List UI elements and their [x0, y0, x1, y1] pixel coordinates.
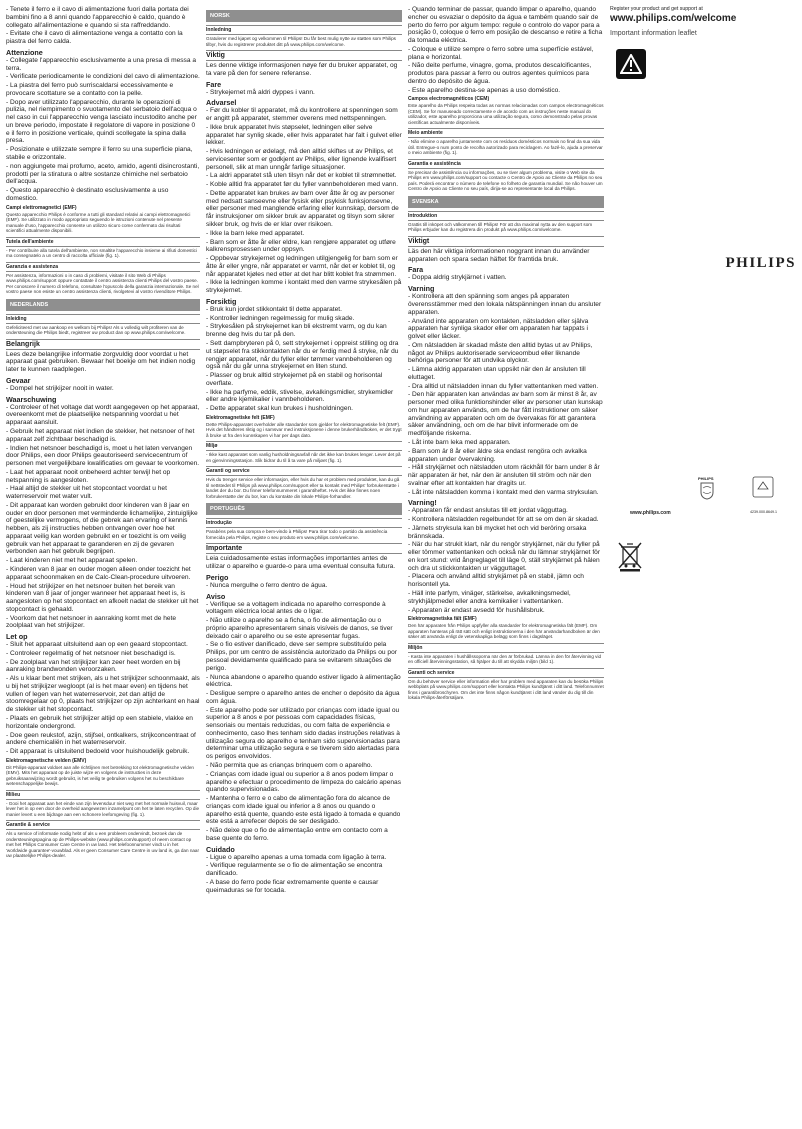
paragraph: - Strykesålen på strykejernet kan bli ekstremt varm, og du kan brenne deg hvis du tar på den. — [206, 323, 387, 339]
section-title: Garantie & service — [6, 820, 200, 830]
column-italiano-nederlands — [6, 6, 200, 1122]
small-paragraph: - Per contribuire alla tutela dell'ambiente, non smaltite l'apparecchio insieme ai rifiuti domestici ma consegnatelo a un centro di raccolta ufficiale (fig. 1). — [6, 247, 197, 259]
paragraph: - Dopo aver utilizzato l'apparecchio, durante le operazioni di pulizia, nel riempimento o svuotamento del serbatoio dell'acqua o nel caso in cui l'apparecchio venga lasciato incustodito anche per un breve periodo, impostate il regolatore di vapore in posizione 0 e il ferro in posizione verticale, quindi scollegate la spina dalla presa. — [6, 98, 197, 145]
paragraph: - Sluit het apparaat uitsluitend aan op een geaard stopcontact. — [6, 641, 188, 649]
paragraph: - Desligue sempre o aparelho antes de encher o depósito da água com água. — [206, 690, 400, 705]
paragraph: - Ikke bruk apparatet hvis støpselet, ledningen eller selve apparatet har synlig skade, eller hvis apparatet har falt i gulvet eller lekker. — [206, 123, 402, 147]
paragraph: - Før du kobler til apparatet, må du kontrollere at spenningen som er angitt på apparatet, stemmer overens med nettspenningen. — [206, 107, 398, 123]
section-heading: Aviso — [206, 591, 226, 601]
paragraph: - Laat het apparaat nooit onbeheerd achter terwijl het op netspanning is aangesloten. — [6, 468, 171, 484]
paragraph: - Plasser og bruk alltid strykejernet på en stabil og horisontal overflate. — [206, 372, 383, 387]
paragraph: - Låt inte barn leka med apparaten. — [408, 439, 511, 446]
section-title: Viktigt — [408, 236, 604, 247]
paragraph: - Se o fio estiver danificado, deve ser sempre substituído pela Philips, por um centro de assistência autorizado da Philips ou por pessoal devidamente qualificado para se evitarem situações de perigo. — [206, 641, 397, 672]
paragraph: - Collegate l'apparecchio esclusivamente a una presa di messa a terra. — [6, 56, 197, 72]
paragraph: - Ikke ha parfyme, eddik, stivelse, avkalkingsmidler, strykemidler eller andre kjemikalier i vannbeholderen. — [206, 388, 394, 404]
small-paragraph: Grattis till inköpet och välkommen till Philips! För att dra maximal nytta av den support som Philips erbjuder kan du registrera din produkt på www.philips.com/welcome. — [408, 221, 593, 233]
paragraph: - Strykejernet må aldri dyppes i vann. — [206, 88, 315, 96]
section-heading: Varning — [408, 284, 435, 294]
paragraph: - A base do ferro pode ficar extremamente quente e causar queimaduras se for tocada. — [206, 878, 379, 894]
paragraph: - Barn som er åtte år eller eldre, kan rengjøre apparatet og utføre kalkrensprosessen under oppsyn. — [206, 238, 396, 254]
section-heading: Let op — [6, 632, 28, 642]
section-title: Miljø — [206, 441, 402, 451]
register-text: Register your product and get support at — [610, 6, 703, 12]
paragraph: - Verificate periodicamente le condizioni del cavo di alimentazione. — [6, 73, 200, 81]
paragraph: Leia cuidadosamente estas informações importantes antes de utilizar o aparelho e guarde-o para uma eventual consulta futura. — [206, 555, 396, 571]
paragraph: - Oppbevar strykejernet og ledningen utilgjengelig for barn som er åtte år eller yngre, når apparatet er varmt, når det er koblet til, og når apparatet kjøles ned etter at det har blitt koblet fra strømmen. — [206, 255, 398, 278]
paragraph: - Den här apparaten kan användas av barn som är minst 8 år, av personer med olika funktionshinder eller av personer utan kunskap om hur apparaten används, om de har fått instruktioner om säker användning av apparaten och om de övervakas för att garantera säker användning, och om de har blivit informerade om de medföljande riskerna. — [408, 391, 603, 438]
paragraph: - Nunca abandone o aparelho quando estiver ligado à alimentação eléctrica. — [206, 673, 401, 689]
section-title: Importante — [206, 543, 402, 554]
paragraph: - Crianças com idade igual ou superior a 8 anos podem limpar o aparelho e efectuar o procedimento de limpeza do calcário apenas quando supervisionadas. — [206, 770, 402, 794]
paragraph: - Dit apparaat kan worden gebruikt door kinderen van 8 jaar en ouder en door personen met verminderde lichamelijke, zintuiglijke of geestelijke vermogens, of die gebrek aan ervaring of kennis hebben, als zij instructies hebben ontvangen over hoe het apparaat veilig kan worden gebruikt en er toezicht is om veilig gebruik van het apparaat te garanderen en zij de gevaren verbonden aan het gebruik begrijpen. — [6, 501, 198, 556]
paragraph: - Nunca mergulhe o ferro dentro de água. — [206, 581, 328, 589]
section-title: Introduktion — [408, 211, 604, 221]
paragraph: - Não deixe que o fio de alimentação entre em contacto com a base quente do ferro. — [206, 827, 388, 842]
paragraph: - Gebruik het apparaat niet indien de stekker, het netsnoer of het apparaat zelf zichtbaar beschadigd is. — [6, 427, 195, 443]
paragraph: - De zoolplaat van het strijkijzer kan zeer heet worden en bij aanraking brandwonden veroorzaken. — [6, 658, 181, 674]
section-heading: Waarschuwing — [6, 394, 57, 404]
philips-shield-icon — [700, 482, 714, 500]
subheading: Campi elettromagnetici (EMF) — [6, 204, 77, 211]
subheading: Elektromagnetiske felt (EMF) — [206, 414, 275, 421]
paragraph: - Quando terminar de passar, quando limpar o aparelho, quando encher ou esvaziar o depósito da água e também quando sair de perto do ferro por algum tempo: regule o controlo do vapor para a posição 0, coloque o ferro em posição de descanso e retire a ficha da tomada eléctrica. — [408, 6, 603, 45]
language-bar: PORTUGUÊS — [206, 503, 402, 515]
paragraph: - Dette apparatet skal kun brukes i husholdningen. — [206, 405, 353, 413]
small-philips-logo: PHILIPS — [698, 476, 714, 481]
paragraph: - Ligue o aparelho apenas a uma tomada com ligação à terra. — [206, 853, 387, 861]
paragraph: Läs den här viktiga informationen noggrant innan du använder apparaten och spara sedan häftet för framtida bruk. — [408, 247, 590, 263]
section-title: Garanti och service — [408, 668, 604, 678]
small-paragraph: - Gooi het apparaat aan het einde van zijn levensduur niet weg met het normale huisvuil, maar lever het in op een door de overheid aangewezen inzamelpunt om het te laten recyclen. Op die manier levert u een bijdrage aan een schonere leefomgeving (fig. 1). — [6, 800, 200, 817]
paragraph: - Este aparelho destina-se apenas a uso doméstico. — [408, 86, 561, 94]
paragraph: - Haal altijd de stekker uit het stopcontact voordat u het waterreservoir met water vult. — [6, 485, 167, 501]
paragraph: - La aldri apparatet stå uten tilsyn når det er koblet til strømnettet. — [206, 172, 397, 180]
paragraph: - Não permita que as crianças brinquem com o aparelho. — [206, 761, 373, 769]
section-title: Inleiding — [6, 314, 200, 324]
small-paragraph: Gefeliciteerd met uw aankoop en welkom bij Philips! Als u volledig wilt profiteren van de ondersteuning die Philips biedt, registreer uw product dan op www.philips.com/welcome. — [6, 324, 186, 336]
leaflet-title: Important information leaflet — [610, 30, 697, 37]
section-heading: Fara — [408, 265, 424, 275]
paragraph: - Koble alltid fra apparatet før du fyller vannbeholderen med vann. — [206, 181, 399, 189]
section-heading: Perigo — [206, 572, 229, 582]
footer — [610, 476, 796, 526]
language-bar: NORSK — [206, 10, 402, 22]
section-heading: Varning! — [408, 498, 437, 508]
paragraph: - Kinderen van 8 jaar en ouder mogen alleen onder toezicht het apparaat schoonmaken en de Calc-Clean-procedure uitvoeren. — [6, 565, 191, 581]
small-paragraph: Questo apparecchio Philips è conforme a tutti gli standard relativi ai campi elettromagnetici (EMF). Se utilizzato in modo appropriato seguendo le istruzioni contenute nel presente manuale d'uso, l'apparecchio consente un utilizzo sicuro come confermato dai risultati scientifici attualmente disponibili. — [6, 211, 191, 234]
subheading: Campos electromagnéticos (CEM) — [408, 96, 490, 103]
paragraph: - Tenete il ferro e il cavo di alimentazione fuori dalla portata dei bambini fino a 8 anni quando l'apparecchio è caldo, quando è collegato all'alimentazione e quando si sta raffreddando. — [6, 6, 189, 29]
paragraph: - Mantenha o ferro e o cabo de alimentação fora do alcance de crianças com idade igual ou inferior a 8 anos ou quando o aparelho está quente, quando este está ligado à tomada e quando este está a arrefecer depois de ser desligado. — [206, 795, 401, 826]
paragraph: - Kontrollera att den spänning som anges på apparaten överensstämmer med den lokala nätspänningen innan du ansluter apparaten. — [408, 293, 602, 316]
paragraph: - Verifique regularmente se o fio de alimentação se encontra danificado. — [206, 862, 383, 878]
paragraph: - Posizionate e utilizzate sempre il ferro su una superficie piana, stabile e orizzontale. — [6, 146, 193, 162]
small-paragraph: Den här apparaten från Philips uppfyller alla standarder för elektromagnetiska fält (EMF). Om apparaten hanteras på rätt sätt och enligt instruktionerna i den här användarhandboken är den säker att använda enligt de vetenskapliga belägg som finns i dagsläget. — [408, 623, 600, 640]
section-title: Garanti og service — [206, 466, 402, 476]
small-paragraph: - Kasta inte apparaten i hushållssoporna när den är förbrukad. Lämna in den för återvinning vid en officiell återvinningsstation, så hjälper du till att skydda miljön (bild 1). — [408, 653, 602, 665]
section-title: Milieu — [6, 790, 200, 800]
document-code: 4239.000.8649.1 — [750, 510, 777, 514]
section-heading: Gevaar — [6, 375, 31, 385]
paragraph: - Dompel het strijkijzer nooit in water. — [6, 384, 114, 392]
paragraph: - Coloque e utilize sempre o ferro sobre uma superfície estável, plana e horizontal. — [408, 45, 594, 61]
section-title: Belangrijk — [6, 339, 200, 350]
section-heading: Cuidado — [206, 844, 235, 854]
paragraph: - Controleer of het voltage dat wordt aangegeven op het apparaat, overeenkomt met de plaatselijke netspanning voordat u het apparaat aansluit. — [6, 403, 200, 427]
paragraph: - Ikke la ledningen komme i kontakt med den varme strykesålen på strykejernet. — [206, 279, 402, 295]
paragraph: - Indien het netsnoer beschadigd is, moet u het laten vervangen door Philips, een door Philips geautoriseerd servicecentrum of personen met vergelijkbare kwalificaties om gevaar te voorkomen. — [6, 444, 200, 468]
small-paragraph: Dette Philips-apparatet overholder alle standarder som gjelder for elektromagnetiske felt (EMF). Hvis det håndteres riktig og i samsvar med instruksjonene i denne brukerhåndboken, er det trygt å bruke ut fra den kunnskapen vi har per dags dato. — [206, 421, 402, 438]
paragraph: - La piastra del ferro può surriscaldarsi eccessivamente e provocare scottature se a contatto con la pelle. — [6, 82, 174, 97]
welcome-url[interactable]: www.philips.com/welcome — [610, 13, 737, 24]
section-heading: Attenzione — [6, 47, 43, 57]
recycling-icon — [752, 476, 774, 498]
section-title: Garanzia e assistenza — [6, 262, 200, 272]
paragraph: - Använd inte apparaten om kontakten, nätsladden eller själva apparaten har synliga skador eller om apparaten har tappats i golvet eller läcker. — [408, 317, 589, 341]
paragraph: - Ikke la barn leke med apparatet. — [206, 229, 305, 237]
paragraph: - Barn som är 8 år eller äldre ska endast rengöra och avkalka apparaten under övervakning. — [408, 447, 587, 463]
paragraph: - Als u klaar bent met strijken, als u het strijkijzer schoonmaakt, als u bij het strijkijzer wegloopt (al is het maar even) en tijdens het vullen of legen van het waterreservoir, zet dan altijd de stoomregelaar op 0, plaats het strijkijzer op zijn achterkant en haal de stekker uit het stopcontact. — [6, 675, 200, 714]
paragraph: - Não deite perfume, vinagre, goma, produtos descalcificantes, produtos para passar a ferro ou outros agentes químicos para dentro do depósito de água. — [408, 62, 592, 85]
paragraph: - Sett dampbryteren på 0, sett strykejernet i oppreist stilling og dra ut støpselet fra stikkontakten når du er ferdig med å stryke, når du rengjør apparatet, når du fyller eller tømmer vannbeholderen og også når du går unna strykejernet en liten stund. — [206, 339, 399, 371]
paragraph: - Bruk kun jordet stikkontakt til dette apparatet. — [206, 305, 342, 313]
section-title: Garantia e assistência — [408, 159, 604, 169]
paragraph: - Låt inte nätsladden komma i kontakt med den varma stryksulan. — [408, 488, 599, 496]
paragraph: - Houd het strijkijzer en het netsnoer buiten het bereik van kinderen van 8 jaar of jonger wanneer het apparaat heet is, is aangesloten op het stopcontact en afkoelt nadat de stekker uit het stopcontact is gehaald. — [6, 582, 199, 613]
paragraph: - Kontroller ledningen regelmessig for mulig skade. — [206, 314, 355, 322]
small-paragraph: Parabéns pela sua compra e bem-vindo à Philips! Para tirar todo o partido da assistência fornecida pela Philips, registe o seu produto em www.philips.com/welcome. — [206, 529, 388, 540]
paragraph: - Controleer regelmatig of het netsnoer niet beschadigd is. — [6, 649, 176, 657]
small-paragraph: Als u service of informatie nodig hebt of als u een probleem ondervindt, bezoek dan de ondersteuningspagina op de Philips-website (www.philips.com/support) of neem contact op met het Philips Consumer Care Centre in uw land. Het telefoonnummer vindt u in het 'worldwide guarantee'-vouwblad. Als er geen Consumer Care Centre in uw land is, ga dan naar uw plaatselijke Philips-dealer. — [6, 831, 200, 859]
section-title: Introdução — [206, 518, 402, 528]
paragraph: - Evitate che il cavo di alimentazione venga a contatto con la piastra del ferro calda. — [6, 30, 183, 46]
crossed-bin-icon — [616, 540, 644, 572]
paragraph: - Questo apparecchio è destinato esclusivamente a uso domestico. — [6, 187, 169, 202]
section-heading: Advarsel — [206, 98, 237, 108]
column-portugues-svenska — [408, 6, 604, 1122]
paragraph: - Placera och använd alltid strykjärnet på en stabil, jämn och horisontell yta. — [408, 573, 584, 589]
small-paragraph: Dit Philips-apparaat voldoet aan alle richtlijnen met betrekking tot elektromagnetische velden (EMV). Mits het apparaat op de juiste wijze en volgens de instructies in deze gebruiksaanwijzing wordt gebruikt, is het veilig te gebruiken volgens het nu beschikbare wetenschappelijke bewijs. — [6, 764, 194, 787]
small-paragraph: Se precisar de assistência ou informações, ou se tiver algum problema, visite o Web site da Philips em www.philips.com/support ou contacte o Centro de Apoio ao Cliente da Philips no seu país. Poderá encontrar o número de telefone no folheto de garantia mundial. Se não houver um Centro de Apoio ao Cliente no seu país, dirija-se ao representante local da Philips. — [408, 169, 603, 192]
paragraph: - Lämna aldrig apparaten utan uppsikt när den är ansluten till eluttaget. — [408, 366, 586, 381]
paragraph: - Laat kinderen niet met het apparaat spelen. — [6, 557, 138, 565]
small-paragraph: - Ikke kast apparatet som vanlig husholdningsavfall når det ikke kan brukes lenger. Lever det på en gjenvinningsstasjon. Slik bidrar du til å ta vare på miljøet (fig. 1). — [206, 452, 401, 463]
paragraph: - Om nätsladden är skadad måste den alltid bytas ut av Philips, något av Philips auktoriserade serviceombud eller liknande behöriga personer för att undvika olyckor. — [408, 341, 593, 365]
paragraph: - Häll inte parfym, vinäger, stärkelse, avkalkningsmedel, strykhjälpmedel eller andra kemikalier i vattentanken. — [408, 590, 571, 605]
paragraph: - Dit apparaat is uitsluitend bedoeld voor huishoudelijk gebruik. — [6, 748, 190, 756]
section-title: Viktig — [206, 50, 402, 61]
small-paragraph: Om du behöver service eller information eller har problem med apparaten kan du besöka Philips webbplats på www.philips.com/support eller kontakta Philips kundtjänst i ditt land. Telefonnumret finns i garantibroschyren. Om det inte finns någon kundtjänst i ditt land vänder du dig till din lokala Philips-återförsäljare. — [408, 678, 604, 701]
paragraph: - Håll strykjärnet och nätsladden utom räckhåll för barn under 8 år när apparaten är het, när den är ansluten till ström och när den svalnar efter att kontakten har dragits ur. — [408, 464, 600, 487]
column-cover — [610, 6, 796, 1122]
paragraph: Les denne viktige informasjonen nøye før du bruker apparatet, og ta vare på den for senere referanse. — [206, 62, 398, 77]
language-bar: SVENSKA — [408, 196, 604, 208]
footer-url[interactable]: www.philips.com — [630, 510, 671, 516]
small-paragraph: Per assistenza, informazioni o in caso di problemi, visitate il sito Web di Philips www.philips.com/support oppure contattate il centro assistenza clienti Philips del vostro paese. Per conoscere il numero di telefono, consultate l'opuscolo della garanzia internazionale. Se nel vostro paese non esiste un centro assistenza clienti, rivolgetevi al vostro rivenditore Philips. — [6, 272, 199, 295]
section-title: Tutela dell'ambiente — [6, 237, 200, 247]
warning-triangle-icon — [616, 49, 646, 79]
paragraph: - non aggiungete mai profumo, aceto, amido, agenti disincrostanti, prodotti per la stiratura o altre sostanze chimiche nel serbatoio dell'acqua. — [6, 162, 200, 186]
paragraph: - Järnets stryksula kan bli mycket het och vid beröring orsaka brännskada. — [408, 524, 587, 540]
small-paragraph: Este aparelho da Philips respeita todas as normas relacionadas com campos electromagnéticos (CEM). Se for manuseado correctamente e de acordo com as instruções neste manual do utilizador, este aparelho proporciona uma utilização segura, como demonstrado pelas provas científicas actualmente disponíveis. — [408, 103, 604, 125]
paragraph: - Não utilize o aparelho se a ficha, o fio de alimentação ou o próprio aparelho apresentarem sinais visíveis de danos, se tiver deixado cair o aparelho ou se este apresentar fugas. — [206, 617, 393, 640]
section-title: Meio ambiente — [408, 128, 604, 138]
section-heading: Forsiktig — [206, 296, 237, 306]
subheading: Elektromagnetiska fält (EMF) — [408, 616, 477, 623]
paragraph: - Doppa aldrig strykjärnet i vatten. — [408, 274, 507, 282]
paragraph: - Apparaten är endast avsedd för hushållsbruk. — [408, 606, 545, 614]
column-norsk-portugues — [206, 6, 402, 1122]
language-bar: NEDERLANDS — [6, 299, 200, 311]
section-heading: Fare — [206, 79, 222, 89]
paragraph: - Kontrollera nätsladden regelbundet för att se om den är skadad. — [408, 516, 599, 524]
philips-logo: PHILIPS — [725, 255, 796, 271]
paragraph: - Voorkom dat het netsnoer in aanraking komt met de hete zoolplaat van het strijkijzer. — [6, 614, 177, 630]
paragraph: Lees deze belangrijke informatie zorgvuldig door voordat u het apparaat gaat gebruiken. Bewaar het boekje om het indien nodig later te kunnen raadplegen. — [6, 350, 196, 374]
paragraph: - När du har strukit klart, när du rengör strykjärnet, när du fyller på eller tömmer vattentanken och också när du lämnar strykjärnet för en kort stund: vrid ångreglaget till läge 0, ställ strykjärnet på hälen och dra ut stickkontakten ur vägguttaget. — [408, 541, 601, 572]
paragraph: - Doe geen reukstof, azijn, stijfsel, ontkalkers, strijkconcentraat of andere chemicaliën in het waterreservoir. — [6, 731, 196, 747]
section-title: Innledning — [206, 25, 402, 35]
paragraph: - Dette apparatet kan brukes av barn over åtte år og av personer med nedsatt sanseevne eller fysisk eller psykisk funksjonsevne, eller personer med manglende erfaring eller kunnskap, dersom de får instruksjoner om sikker bruk av apparatet og tilsyn som sikrer sikker bruk, og hvis de er klar over risikoen. — [206, 189, 399, 229]
paragraph: - Plaats en gebruik het strijkijzer altijd op een stabiele, vlakke en horizontale ondergrond. — [6, 715, 193, 730]
paragraph: - Dra alltid ut nätsladden innan du fyller vattentanken med vatten. — [408, 382, 599, 390]
small-paragraph: - Não elimine o aparelho juntamente com os resíduos domésticos normais no final da sua vida útil. Entregue-o num ponto de recolha autorizado para reciclagem. Ao fazê-lo, ajuda a preservar o meio ambiente (fig. 1). — [408, 139, 603, 156]
paragraph: - Hvis ledningen er ødelagt, må den alltid skiftes ut av Philips, et servicesenter som er godkjent av Philips, eller lignende kvalifisert personell, slik at man unngår farlige situasjoner. — [206, 148, 397, 171]
subheading: Elektromagnetische velden (EMV) — [6, 757, 87, 764]
section-title: Miljön — [408, 643, 604, 653]
small-paragraph: Gratulerer med kjøpet og velkommen til Philips! Du får best mulig nytte av støtten som Philips tilbyr, hvis du registrerer produktet ditt på www.philips.com/welcome. — [206, 36, 396, 47]
small-paragraph: Hvis du trenger service eller informasjon, eller hvis du har et problem med produktet, kan du gå til nettstedet til Philips på www.philips.com/support eller ta kontakt med Philips' forbrukerstøtte i landet der du bor. Du finner telefonnummeret i garantiheftet. Hvis det ikke finnes noen forbrukerstøtte der du bor, kan du kontakte din lokale Philips-forhandler. — [206, 477, 400, 499]
paragraph: - Apparaten får endast anslutas till ett jordat vägguttag. — [408, 507, 568, 515]
paragraph: - Verifique se a voltagem indicada no aparelho corresponde à voltagem eléctrica local antes de o ligar. — [206, 600, 386, 616]
paragraph: - Este aparelho pode ser utilizado por crianças com idade igual ou superior a 8 anos e por pessoas com capacidades físicas, sensoriais ou mentais reduzidas, ou com falta de experiência e conhecimento, caso lhes tenham sido dadas instruções relativas à utilização segura do aparelho e tenham sido supervisionadas para determinar uma utilização segura e se tiverem sido alertadas para os perigos envolvidos. — [206, 706, 400, 761]
